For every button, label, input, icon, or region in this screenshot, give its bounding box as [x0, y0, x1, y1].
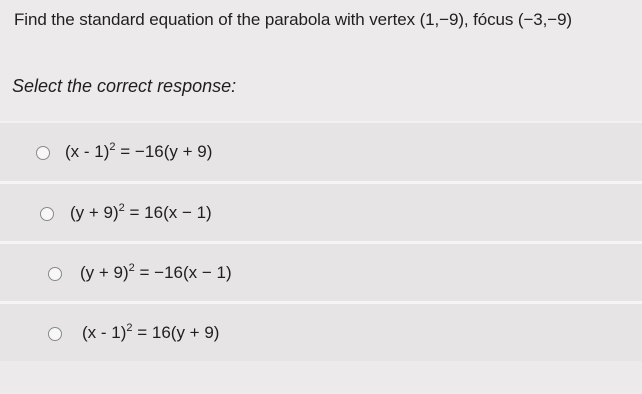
answer-option-1[interactable]	[0, 121, 642, 181]
equation-rest: = −16(x − 1)	[134, 263, 232, 282]
equation-rest: = −16(y + 9)	[115, 142, 213, 161]
equation-exponent: 2	[118, 202, 125, 214]
option-equation	[65, 141, 212, 163]
equation-exponent: 2	[109, 141, 116, 153]
response-prompt: Select the correct response:	[12, 76, 237, 96]
equation-base: (x - 1)	[65, 142, 110, 161]
equation-rest: = 16(x − 1)	[124, 203, 212, 222]
radio-button-icon[interactable]	[48, 267, 62, 281]
equation-rest: = 16(y + 9)	[132, 323, 220, 342]
radio-button-icon[interactable]	[40, 207, 54, 221]
answer-options	[0, 121, 642, 361]
radio-button-icon[interactable]	[36, 146, 50, 160]
answer-option-3[interactable]	[0, 241, 642, 301]
radio-button-icon[interactable]	[48, 327, 62, 341]
answer-option-4[interactable]	[0, 301, 642, 361]
answer-option-2[interactable]	[0, 181, 642, 241]
equation-exponent: 2	[128, 262, 135, 274]
equation-exponent: 2	[126, 322, 133, 334]
option-equation	[70, 202, 212, 224]
equation-base: (x - 1)	[82, 323, 127, 342]
question-text: Find the standard equation of the parabola with vertex (1,−9), fócus (−3,−9)	[14, 10, 572, 29]
option-equation	[82, 322, 219, 344]
equation-base: (y + 9)	[70, 203, 119, 222]
option-equation	[80, 262, 232, 284]
equation-base: (y + 9)	[80, 263, 129, 282]
